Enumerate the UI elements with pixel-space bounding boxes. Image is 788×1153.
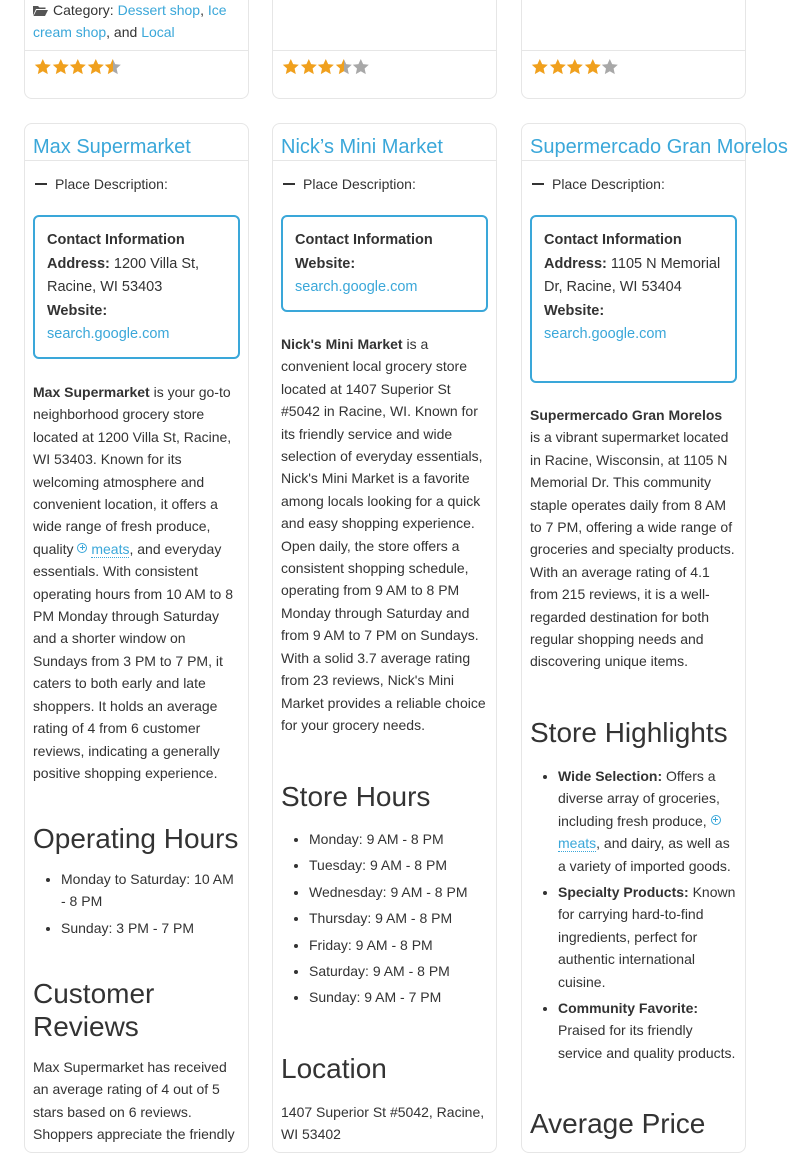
store-card-nicks-mini-market [272, 123, 497, 1153]
store-card-supermercado-gran-morelos [521, 123, 788, 1153]
highlight-item: • Wide Selection: Offers a diverse array of groceries, including fresh produce, meats, and dairy, as well as a variety of imported goods. [558, 765, 737, 877]
star-full-icon [282, 58, 300, 75]
store-description: Max Supermarket is your go-to neighborhood grocery store located at 1200 Villa St, Racine, WI 53403. Known for its welcoming atmosphere and convenient location, it offers a wide range of fresh produce, quality meats, and everyday essentials. With consistent operating hours from 10 AM to 8 PM Monday through Saturday and a shorter window on Sundays from 3 PM to 7 PM, it caters to both early and late shoppers. It holds an average rating of 4 from 6 customer reviews, indicating a generally positive shopping experience. [33, 384, 233, 781]
top-card-3 [521, 0, 746, 99]
contact-heading: Contact Information [295, 232, 433, 248]
category-line: Category: Dessert shop, Ice cream shop, and Local [33, 2, 227, 40]
star-full-icon [300, 58, 318, 75]
location-text: 1407 Superior St #5042, Racine, WI 53402 [281, 1104, 485, 1143]
star-half-icon [335, 58, 353, 75]
star-full-icon [34, 58, 52, 75]
contact-info-box [33, 215, 240, 359]
folder-open-icon [33, 5, 48, 16]
address-value: 1200 Villa St, Racine, WI 53403 [47, 255, 200, 295]
hours-item: • Sunday: 9 AM - 7 PM [309, 986, 488, 1008]
plus-circle-icon [77, 543, 87, 553]
star-full-icon [584, 58, 602, 75]
website-label: Website: [47, 302, 108, 319]
place-description-toggle[interactable]: Place Description: [33, 174, 168, 194]
website-label: Website: [544, 302, 605, 319]
hours-item: • Friday: 9 AM - 8 PM [309, 934, 488, 956]
plus-circle-icon [711, 815, 721, 825]
star-full-icon [87, 58, 105, 75]
star-full-icon [69, 58, 87, 75]
star-full-icon [566, 58, 584, 75]
store-name: Nick's Mini Market [281, 336, 403, 352]
star-rating [282, 58, 370, 80]
contact-info-box [530, 215, 737, 383]
website-link[interactable]: search.google.com [47, 326, 170, 342]
collapse-icon [35, 183, 47, 185]
address-value: 1105 N Memorial Dr, Racine, WI 53404 [544, 255, 721, 295]
website-label: Website: [295, 255, 356, 272]
operating-hours-heading: Operating Hours [33, 823, 239, 854]
rating-row [25, 50, 248, 101]
place-description-toggle[interactable]: Place Description: [530, 174, 665, 194]
reviews-text: Max Supermarket has received an average rating of 4 out of 5 stars based on 6 reviews. Shoppers appreciate the friendly [33, 1059, 235, 1143]
website-link[interactable]: search.google.com [544, 326, 667, 342]
collapse-icon [532, 183, 544, 185]
star-rating [531, 58, 619, 80]
star-full-icon [549, 58, 567, 75]
contact-info-box [281, 215, 488, 312]
location-heading: Location [281, 1053, 387, 1084]
highlight-item: • Specialty Products: Known for carrying hard-to-find ingredients, perfect for authentic international cuisine. [558, 881, 737, 993]
divider [522, 160, 745, 161]
top-card-2 [272, 0, 497, 99]
hours-item: • Thursday: 9 AM - 8 PM [309, 907, 488, 929]
hours-list [33, 868, 240, 943]
highlights-list [530, 765, 737, 1068]
star-empty-icon [352, 58, 370, 75]
star-rating [34, 58, 122, 80]
highlight-item: • Community Favorite: Praised for its friendly service and quality products. [558, 997, 737, 1064]
star-half-icon [104, 58, 122, 75]
hours-item: • Sunday: 3 PM - 7 PM [61, 917, 240, 939]
store-card-max-supermarket [24, 123, 249, 1153]
star-full-icon [531, 58, 549, 75]
category-link-dessert-shop[interactable]: Dessert shop [117, 2, 201, 18]
place-description-toggle[interactable]: Place Description: [281, 174, 416, 194]
contact-heading: Contact Information [47, 232, 185, 248]
hours-list [281, 828, 488, 1013]
divider [273, 160, 496, 161]
hours-item: • Tuesday: 9 AM - 8 PM [309, 854, 488, 876]
star-empty-icon [601, 58, 619, 75]
category-link-ice-cream-shop[interactable]: Ice cream shop [33, 2, 227, 40]
hours-item: • Monday: 9 AM - 8 PM [309, 828, 488, 850]
store-hours-heading: Store Hours [281, 781, 431, 812]
store-title-link[interactable]: Max Supermarket [33, 136, 191, 158]
store-highlights-heading: Store Highlights [530, 717, 728, 748]
divider [25, 160, 248, 161]
store-name: Max Supermarket [33, 384, 150, 400]
rating-row [273, 50, 496, 101]
address-label: Address: [544, 255, 607, 272]
average-price-heading: Average Price [530, 1108, 706, 1139]
hours-item: • Saturday: 9 AM - 8 PM [309, 960, 488, 982]
store-title-link[interactable]: Supermercado Gran Morelos [530, 136, 788, 158]
store-description: Nick's Mini Market is a convenient local grocery store located at 1407 Superior St #5042 in Racine, WI. Known for its friendly service and wide selection of everyday essentials, Nick's Mini Market is a favorite among locals looking for a quick and easy shopping experience. Open daily, the store offers a consistent shopping schedule, operating from 9 AM to 8 PM Monday through Saturday and from 9 AM to 7 PM on Sundays. With a solid 3.7 average rating from 23 reviews, Nick's Mini Market provides a reliable choice for your grocery needs. [281, 336, 486, 733]
glossary-term-meats[interactable]: meats [77, 541, 129, 557]
star-full-icon [52, 58, 70, 75]
address-label: Address: [47, 255, 110, 272]
top-card-1 [24, 0, 249, 99]
store-description: Supermercado Gran Morelos is a vibrant supermarket located in Racine, Wisconsin, at 1105 N Memorial Dr. This community staple operates daily from 8 AM to 7 PM, offering a wide range of groceries and specialty products. With an average rating of 4.1 from 215 reviews, it is a well-regarded destination for both regular shopping needs and discovering unique items. [530, 407, 735, 670]
store-name: Supermercado Gran Morelos [530, 407, 723, 423]
category-label: Category: [53, 2, 114, 18]
customer-reviews-heading: Customer Reviews [33, 978, 155, 1042]
star-full-icon [317, 58, 335, 75]
hours-item: • Wednesday: 9 AM - 8 PM [309, 881, 488, 903]
contact-heading: Contact Information [544, 232, 682, 248]
rating-row [522, 50, 745, 101]
glossary-term-meats[interactable]: meats [558, 813, 725, 851]
category-link-local[interactable]: Local [141, 24, 175, 40]
website-link[interactable]: search.google.com [295, 279, 418, 295]
collapse-icon [283, 183, 295, 185]
store-title-link[interactable]: Nick’s Mini Market [281, 136, 443, 158]
hours-item: • Monday to Saturday: 10 AM - 8 PM [61, 868, 240, 913]
